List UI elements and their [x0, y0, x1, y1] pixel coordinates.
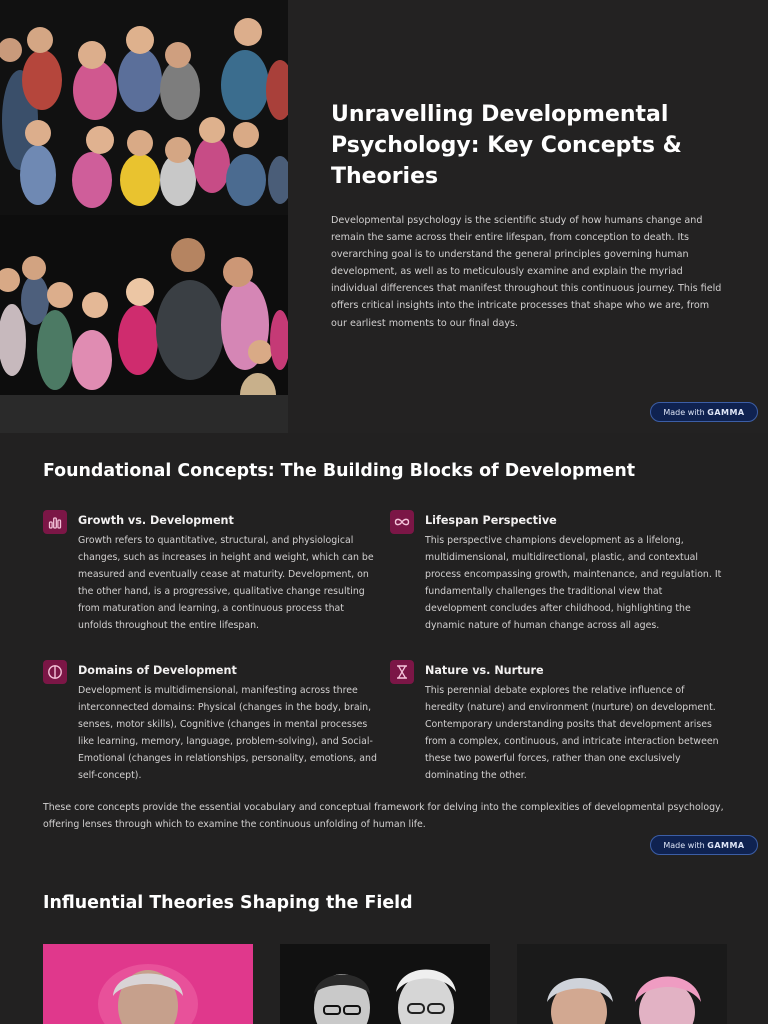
concept-title: Lifespan Perspective	[425, 514, 557, 527]
badge-brand: GAMMA	[707, 408, 745, 417]
concept-body: Growth refers to quantitative, structural, and physiological changes, such as increases in height and weight, which can be measured and eventually cease at maturity. Development, on the other hand, is a progressive, qualitative change resulting from maturation and learning, a continuous process that unfolds throughout the entire lifespan.	[78, 535, 374, 631]
portrait-illustration	[43, 944, 253, 1024]
portrait-illustration	[280, 944, 490, 1024]
portrait-illustration	[517, 944, 727, 1024]
concept-title: Nature vs. Nurture	[425, 664, 544, 677]
children-photo-illustration	[0, 0, 288, 433]
page-title: Unravelling Developmental Psychology: Key Concepts & Theories	[331, 102, 682, 189]
hero-section	[0, 0, 768, 433]
concept-title: Growth vs. Development	[78, 514, 234, 527]
made-with-gamma-badge-2[interactable]	[650, 835, 758, 855]
theory-card-1-image	[43, 944, 253, 1024]
concepts-closing-paragraph: These core concepts provide the essential vocabulary and conceptual framework for delving into the complexities of developmental psychology, offering lenses through which to examine the continuous unfolding of human life.	[43, 802, 724, 830]
intro-paragraph: Developmental psychology is the scientific study of how humans change and remain the same across their entire lifespan, from conception to death. Its overarching goal is to understand the general principles governing human development, as well as to meticulously examine and explain the myriad individual differences that manifest throughout this continuous journey. This field offers critical insights into the intricate processes that shape who we are, from our earliest moments to our final days.	[331, 215, 722, 329]
theories-heading: Influential Theories Shaping the Field	[43, 893, 413, 913]
bar-chart-icon	[43, 510, 67, 534]
concept-body: This perspective champions development as a lifelong, multidimensional, multidirectional, plastic, and contextual process encompassing growth, maintenance, and regulation. It fundamentally challenges the traditional view that development concludes after childhood, highlighting the dynamic nature of human change across all ages.	[425, 535, 722, 631]
made-with-gamma-badge[interactable]	[650, 402, 758, 422]
badge-prefix: Made with	[663, 408, 705, 417]
concept-title: Domains of Development	[78, 664, 237, 677]
brain-icon	[43, 660, 67, 684]
infinity-icon	[390, 510, 414, 534]
badge-brand: GAMMA	[707, 841, 745, 850]
theory-card-2-image	[280, 944, 490, 1024]
hourglass-icon	[390, 660, 414, 684]
badge-prefix: Made with	[663, 841, 705, 850]
concept-body: Development is multidimensional, manifesting across three interconnected domains: Physical (changes in the body, brain, senses, motor skills), Cognitive (changes in mental processes like learning, memory, language, problem-solving), and Social-Emotional (changes in relationships, personality, emotions, and self-concept).	[78, 685, 377, 781]
hero-image-children-group	[0, 0, 288, 433]
theory-card-3-image	[517, 944, 727, 1024]
concepts-heading: Foundational Concepts: The Building Blocks of Development	[43, 461, 636, 481]
concept-body: This perennial debate explores the relative influence of heredity (nature) and environment (nurture) on development. Contemporary understanding posits that development arises from a complex, continuous, and intricate interaction between these two powerful forces, rather than one exclusively dominating the other.	[425, 685, 719, 781]
